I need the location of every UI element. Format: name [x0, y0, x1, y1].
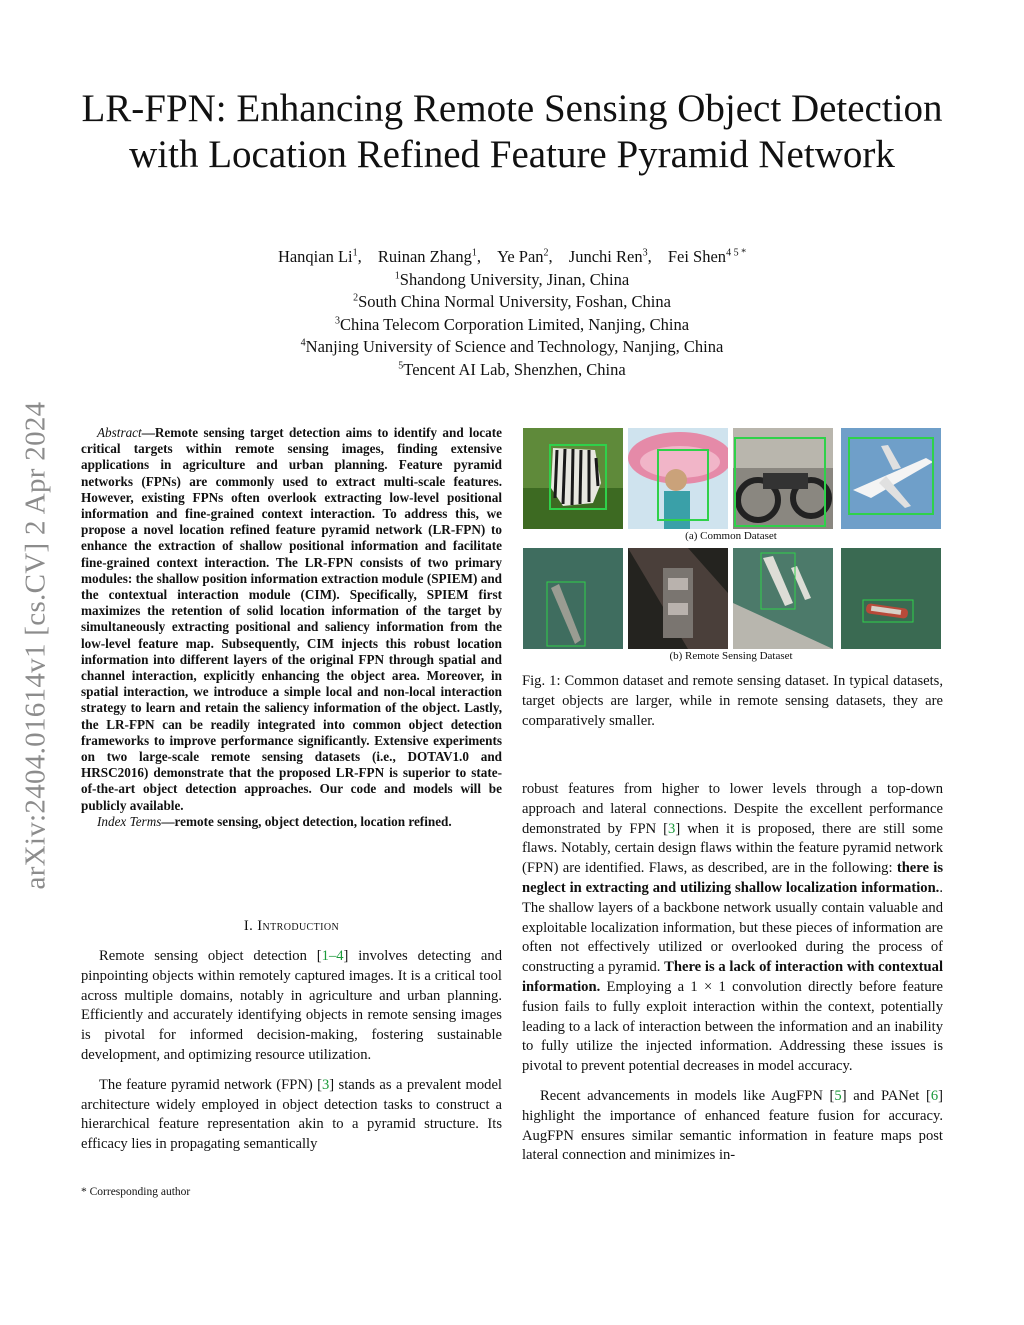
intro-paragraph: Remote sensing object detection [1–4] involves detecting and pinpointing objects within remotely captured images. It is a critical tool across multiple domains, notably in agriculture and urban planning. Efficiently and accurately identifying objects in remote sensing images is pivotal for informed decision-making, fostering sustainable development, and optimizing resource utilization. — [81, 948, 502, 1063]
citation-link[interactable]: 5 — [834, 1087, 842, 1104]
abstract-text: —Remote sensing target detection aims to identify and locate critical targets within remote sensing images, finding extensive applications in agriculture and urban planning. Feature pyramid networks (FPNs) are commonly used to extract multi-scale features. However, existing FPNs often overlook extracting low-level positional information and fine-grained context interaction. To address this, we propose a novel location refined feature pyramid network (LR-FPN) to enhance the extraction of shallow positional information and facilitate fine-grained context interaction. The LR-FPN consists of two primary modules: the shallow position information extraction module (SPIEM) and the contextual interaction module (CIM). Specifically, SPIEM first maximizes the retention of solid location information of the target by simultaneously extracting positional and saliency information from the low-level feature map. Subsequently, CIM injects this robust location information into different layers of the original FPN through spatial and channel interaction, explicitly enhancing the object area. Moreover, in spatial interaction, we introduce a simple local and non-local interaction strategy to learn and retain the saliency information of the object. Lastly, the LR-FPN can be readily integrated into common object detection frameworks to improve performance significantly. Extensive experiments on two large-scale remote sensing datasets (i.e., DOTAV1.0 and HRSC2016) demonstrate that the proposed LR-FPN is superior to state-of-the-art object detection approaches. Our code and models will be publicly available. — [81, 425, 502, 813]
abstract — [81, 425, 502, 830]
footnote: * Corresponding author — [81, 1186, 191, 1198]
motorcycle-image — [733, 428, 833, 529]
affiliation: $^3$China Telecom Corporation Limited, Nanjing, China — [334, 314, 690, 334]
figure-1 — [521, 426, 944, 666]
citation-link[interactable]: 1–4 — [321, 948, 344, 964]
subcaption-remote: (b) Remote Sensing Dataset — [669, 650, 793, 662]
subcaption-common: (a) Common Dataset — [685, 530, 777, 542]
introduction-text — [81, 947, 502, 1165]
affiliation: $^5$Tencent AI Lab, Shenzhen, China — [398, 359, 626, 379]
author: Ye Pan$^2$, — [497, 247, 553, 266]
citation-link[interactable]: 3 — [668, 820, 676, 837]
affiliation: $^4$Nanjing University of Science and Technology, Nanjing, China — [300, 337, 724, 356]
remote-port-image — [628, 548, 728, 649]
umbrella-woman-image — [628, 428, 728, 529]
zebra-image — [523, 428, 623, 529]
affiliation: $^2$South China Normal University, Foshan, China — [353, 292, 671, 311]
intro-paragraph: The feature pyramid network (FPN) [3] stands as a prevalent model architecture widely employed in object detection tasks to construct a hierarchical feature representation akin to a pyramid structure. Its efficacy lies in propagating semantically — [81, 1076, 502, 1153]
section-heading: I. Introduction — [243, 918, 340, 934]
abstract-label: Abstract — [97, 425, 142, 440]
author: Junchi Ren$^3$, — [568, 247, 652, 266]
figure-caption: Fig. 1: Common dataset and remote sensing dataset. In typical datasets, target objects are larger, while in remote sensing datasets, they are comparatively smaller. — [522, 673, 943, 729]
body-paragraph: robust features from higher to lower levels through a top-down approach and lateral connections. Despite the excellent performance demonstrated by FPN [3] when it is proposed, there are still some flaws. Notably, certain design flaws within the feature pyramid network (FPN) are identified. Flaws, as described, are in the following: there is neglect in extracting and utilizing shallow localization information.. The shallow layers of a backbone network usually contain valuable and exploitable localization information, but these pieces of information are often not effectively utilized or overlooked during the process of constructing a pyramid. There is a lack of interaction with contextual information. Employing a 1 × 1 convolution directly before feature fusion fails to fully exploit interaction within the context, potentially leading to a lack of interaction between the information and an inability to fully utilize the injected information. Addressing these issues is pivotal to prevent potential decreases in model accuracy. — [522, 781, 943, 1075]
citation-link[interactable]: 6 — [930, 1087, 939, 1104]
author-block — [80, 246, 944, 381]
author: Ruinan Zhang$^1$, — [377, 247, 481, 266]
author-list — [80, 246, 944, 269]
remote-dock-image — [733, 548, 833, 649]
remote-ship-image-2 — [841, 548, 941, 649]
airplane-image — [841, 428, 941, 529]
remote-ship-image-1 — [523, 548, 623, 649]
index-terms-label: Index Terms — [97, 813, 162, 829]
author: Hanqian Li$^1$, — [277, 247, 362, 266]
affiliation: $^1$Shandong University, Jinan, China — [394, 269, 630, 289]
citation-link[interactable]: 3 — [321, 1076, 330, 1093]
author: Fei Shen$^{4 5 *}$ — [667, 247, 747, 266]
body-paragraph: Recent advancements in models like AugFPN [5] and PANet [6] highlight the importance of enhanced feature fusion for accuracy. AugFPN ensures similar semantic information in feature maps post lateral connection and minimizes in- — [522, 1087, 944, 1164]
arxiv-id: arXiv:2404.01614v1 [cs.CV] 2 Apr 2024 — [19, 401, 52, 889]
index-terms-text: —remote sensing, object detection, location refined. — [161, 813, 452, 829]
paper-title: LR-FPN: Enhancing Remote Sensing Object Detection with Location Refined Feature Pyramid Network — [81, 87, 943, 176]
arxiv-sidebar — [14, 355, 58, 935]
right-column-text — [522, 780, 943, 1176]
